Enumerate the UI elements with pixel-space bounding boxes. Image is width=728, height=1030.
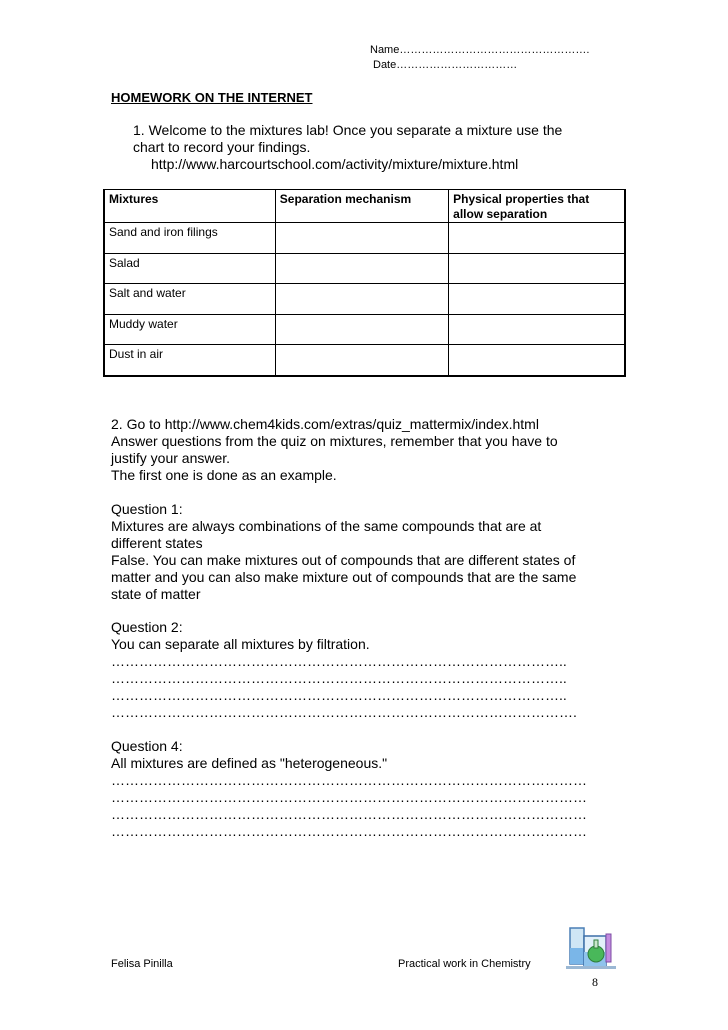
q4-answer-line[interactable]: …………………………………………………………………………………………	[111, 789, 587, 805]
q4-answer-line[interactable]: …………………………………………………………………………………………	[111, 823, 587, 839]
mixture-cell: Salt and water	[104, 284, 275, 315]
section2-line4: The first one is done as an example.	[111, 467, 337, 483]
properties-cell[interactable]	[449, 314, 625, 345]
footer-course: Practical work in Chemistry	[398, 958, 531, 970]
q1-statement-line1: Mixtures are always combinations of the same compounds that are at	[111, 518, 542, 534]
q2-label: Question 2:	[111, 619, 183, 635]
q4-label: Question 4:	[111, 738, 183, 754]
table-row	[104, 223, 625, 254]
table-row	[104, 314, 625, 345]
q4-statement: All mixtures are defined as "heterogeneous."	[111, 755, 388, 771]
name-line: Name…………………………………………….	[370, 44, 590, 56]
q1-label: Question 1:	[111, 501, 183, 517]
q4-answer-line[interactable]: …………………………………………………………………………………………	[111, 772, 587, 788]
mechanism-cell[interactable]	[275, 314, 448, 345]
header-separation-mechanism: Separation mechanism	[275, 190, 448, 223]
properties-cell[interactable]	[449, 253, 625, 284]
table-row	[104, 284, 625, 315]
q4-answer-line[interactable]: …………………………………………………………………………………………	[111, 806, 587, 822]
table-header-row	[104, 190, 625, 223]
mixture-cell: Dust in air	[104, 345, 275, 376]
mixture-cell: Sand and iron filings	[104, 223, 275, 254]
page-title: HOMEWORK ON THE INTERNET	[111, 90, 313, 105]
footer-author: Felisa Pinilla	[111, 958, 173, 970]
section2-line2: Answer questions from the quiz on mixtures, remember that you have to	[111, 433, 558, 449]
q1-answer-line2: matter and you can also make mixture out of compounds that are the same	[111, 569, 577, 585]
properties-cell[interactable]	[449, 223, 625, 254]
q1-statement-line2: different states	[111, 535, 203, 551]
mechanism-cell[interactable]	[275, 345, 448, 376]
section2-line3: justify your answer.	[111, 450, 231, 466]
section1-line2: chart to record your findings.	[133, 139, 311, 155]
q2-answer-line[interactable]: ……………………………………………………………………………………….	[111, 704, 577, 720]
lab-glassware-icon	[566, 924, 616, 970]
properties-cell[interactable]	[449, 345, 625, 376]
header-mixtures: Mixtures	[104, 190, 275, 223]
q2-answer-line[interactable]: ……………………………………………………………………………………..	[111, 653, 567, 669]
page-number: 8	[592, 975, 598, 989]
mechanism-cell[interactable]	[275, 284, 448, 315]
section1-url[interactable]: http://www.harcourtschool.com/activity/mixture/mixture.html	[151, 156, 519, 172]
mechanism-cell[interactable]	[275, 253, 448, 284]
q2-statement: You can separate all mixtures by filtration.	[111, 636, 370, 652]
header-physical-properties: Physical properties that allow separation	[449, 190, 625, 223]
q2-answer-line[interactable]: ……………………………………………………………………………………..	[111, 687, 567, 703]
mixtures-table	[103, 189, 626, 377]
mixture-cell: Salad	[104, 253, 275, 284]
q2-answer-line[interactable]: ……………………………………………………………………………………..	[111, 670, 567, 686]
mixture-cell: Muddy water	[104, 314, 275, 345]
section1-line1: 1. Welcome to the mixtures lab! Once you separate a mixture use the	[133, 122, 563, 138]
section2-line1: 2. Go to http://www.chem4kids.com/extras/quiz_mattermix/index.html	[111, 416, 539, 432]
date-line: Date……………………………	[373, 59, 518, 71]
table-row	[104, 253, 625, 284]
properties-cell[interactable]	[449, 284, 625, 315]
table-row	[104, 345, 625, 376]
q1-answer-line3: state of matter	[111, 586, 201, 602]
q1-answer-line1: False. You can make mixtures out of compounds that are different states of	[111, 552, 576, 568]
mechanism-cell[interactable]	[275, 223, 448, 254]
